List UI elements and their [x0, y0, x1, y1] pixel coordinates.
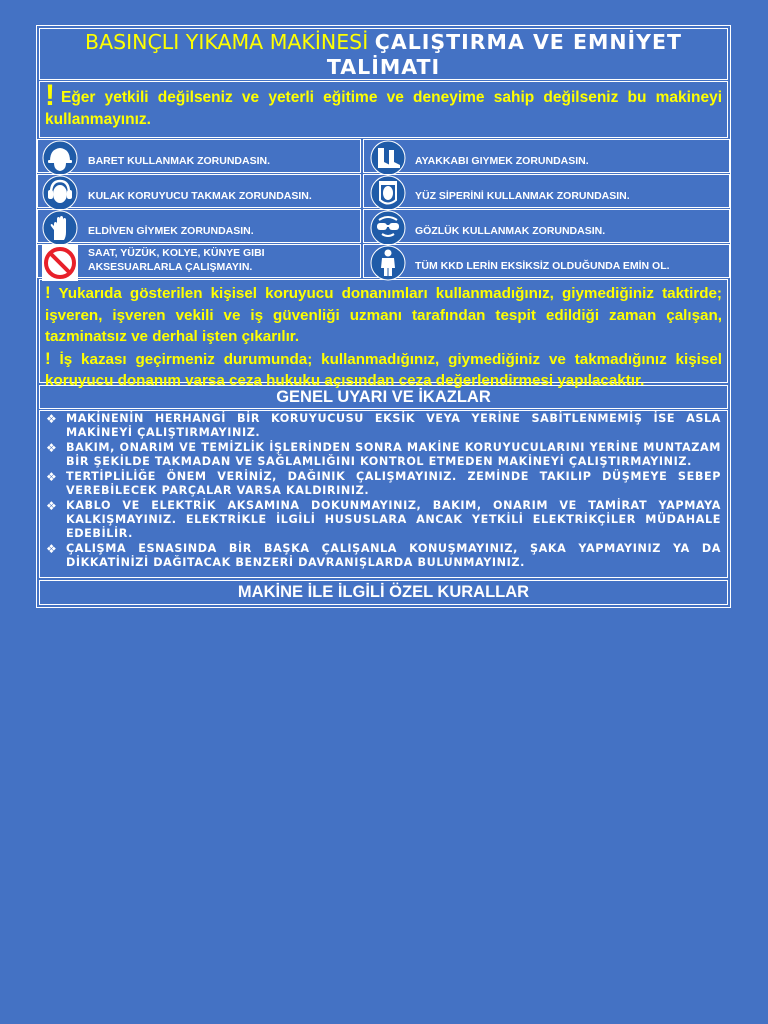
- ppe-item-gloves: [37, 209, 361, 243]
- list-item: [46, 470, 721, 498]
- ppe-label-goggles: GÖZLÜK KULLANMAK ZORUNDASIN.: [415, 225, 606, 237]
- general-warnings-heading: GENEL UYARI VE İKAZLAR: [39, 385, 728, 409]
- ppe-item-full-ppe: [363, 244, 730, 278]
- diamond-bullet-icon: ❖: [46, 412, 58, 426]
- authorization-warning: [39, 81, 728, 138]
- list-item: [46, 441, 721, 469]
- ppe-label-face-shield: YÜZ SİPERİNİ KULLANMAK ZORUNDASIN.: [415, 190, 630, 202]
- note-dismissal-text: Yukarıda gösterilen kişisel koruyucu donanımları kullanmadığınız, giymediğiniz taktirde; işveren, işveren vekili ve iş güvenliği uzmanı tarafından tespit edildiği zaman çalışan, tazminatsız ve derhal işten çıkarılır.: [45, 285, 722, 345]
- list-item: [46, 412, 721, 440]
- rule-text: BAKIM, ONARIM VE TEMİZLİK İŞLERİNDEN SONRA MAKİNE KORUYUCULARINI YERİNE MUNTAZAM BİR ŞEKİLDE TAKMADAN VE SAĞLAMLIĞINI KONTROL ETMEDEN MAKİNEYİ ÇALIŞTIRMAYINIZ.: [66, 440, 721, 469]
- ppe-label-helmet: BARET KULLANMAK ZORUNDASIN.: [88, 155, 270, 167]
- face-shield-icon: [370, 175, 406, 211]
- ppe-item-face-shield: [363, 174, 730, 208]
- ppe-item-ear-protection: [37, 174, 361, 208]
- title-machine-name: BASINÇLI YIKAMA MAKİNESİ: [85, 30, 369, 54]
- warning-text: Eğer yetkili değilseniz ve yeterli eğitime ve deneyime sahip değilseniz bu makineyi kullanmayınız.: [45, 89, 722, 128]
- instruction-sheet: [36, 25, 731, 608]
- rule-text: MAKİNENİN HERHANGİ BİR KORUYUCUSU EKSİK VEYA YERİNE SABİTLENMEMİŞ İSE ASLA MAKİNEYİ ÇALIŞTIRMAYINIZ.: [66, 412, 721, 440]
- note-mark-1: !: [45, 283, 51, 302]
- ppe-label-full-ppe: TÜM KKD LERİN EKSİKSİZ OLDUĞUNDA EMİN OL.: [415, 260, 670, 272]
- note-criminal-law: [45, 348, 722, 392]
- ppe-label-boots: AYAKKABI GIYMEK ZORUNDASIN.: [415, 155, 589, 167]
- note-mark-2: !: [45, 348, 51, 368]
- diamond-bullet-icon: ❖: [46, 469, 58, 484]
- ppe-item-no-accessories: [37, 244, 361, 278]
- goggles-icon: [370, 210, 406, 246]
- boots-icon: [370, 140, 406, 176]
- diamond-bullet-icon: ❖: [46, 440, 58, 455]
- rule-text: KABLO VE ELEKTRİK AKSAMINA DOKUNMAYINIZ, BAKIM, ONARIM VE TAMİRAT YAPMAYA KALKIŞMAYINIZ. ELEKTRİKLE İLGİLİ HUSUSLARA ANCAK YETKİLİ ELEKTRİKÇİLER MÜDAHALE EDEBİLİR.: [66, 498, 721, 541]
- ppe-grid: [37, 139, 730, 279]
- consequence-notes: [39, 279, 728, 389]
- list-item: [46, 499, 721, 542]
- diamond-bullet-icon: ❖: [46, 498, 58, 513]
- diamond-bullet-icon: ❖: [46, 541, 58, 556]
- title-instruction-type: ÇALIŞTIRMA VE EMNİYET: [374, 30, 682, 54]
- rule-text: ÇALIŞMA ESNASINDA BİR BAŞKA ÇALIŞANLA KONUŞMAYINIZ, ŞAKA YAPMAYINIZ YA DA DİKKATİNİZİ DAĞITACAK BENZERİ DAVRANIŞLARDA BULUNMAYINIZ.: [66, 541, 721, 570]
- document-title: [39, 28, 728, 80]
- ppe-item-goggles: [363, 209, 730, 243]
- note-dismissal: [45, 282, 722, 348]
- warning-mark: !: [45, 79, 55, 112]
- ear-protection-icon: [42, 175, 78, 211]
- list-item: [46, 542, 721, 570]
- rule-text: TERTİPLİLİĞE ÖNEM VERİNİZ, DAĞINIK ÇALIŞMAYINIZ. ZEMİNDE TAKILIP DÜŞMEYE SEBEP VEREBİLECEK PARÇALAR VARSA KALDIRINIZ.: [66, 469, 721, 498]
- gloves-icon: [42, 210, 78, 246]
- ppe-label-gloves: ELDİVEN GİYMEK ZORUNDASIN.: [88, 225, 254, 237]
- special-rules-heading: MAKİNE İLE İLGİLİ ÖZEL KURALLAR: [39, 580, 728, 605]
- helmet-icon: [42, 140, 78, 176]
- full-ppe-icon: [370, 245, 406, 281]
- title-instruction-word: TALİMATI: [326, 55, 441, 79]
- general-warnings-list: [39, 410, 728, 578]
- note-criminal-law-text: İş kazası geçirmeniz durumunda; kullanmadığınız, giymediğiniz ve takmadığınız kişisel koruyucu donanım varsa ceza hukuku açısından ceza değerlendirmesi yapılacaktır.: [45, 350, 722, 389]
- ppe-item-boots: [363, 139, 730, 173]
- ppe-label-ear-protection: KULAK KORUYUCU TAKMAK ZORUNDASIN.: [88, 190, 312, 202]
- ppe-item-helmet: [37, 139, 361, 173]
- ppe-label-no-accessories: SAAT, YÜZÜK, KOLYE, KÜNYE GIBI AKSESUARLARLA ÇALIŞMAYIN.: [88, 247, 265, 273]
- prohibited-icon: [42, 245, 78, 281]
